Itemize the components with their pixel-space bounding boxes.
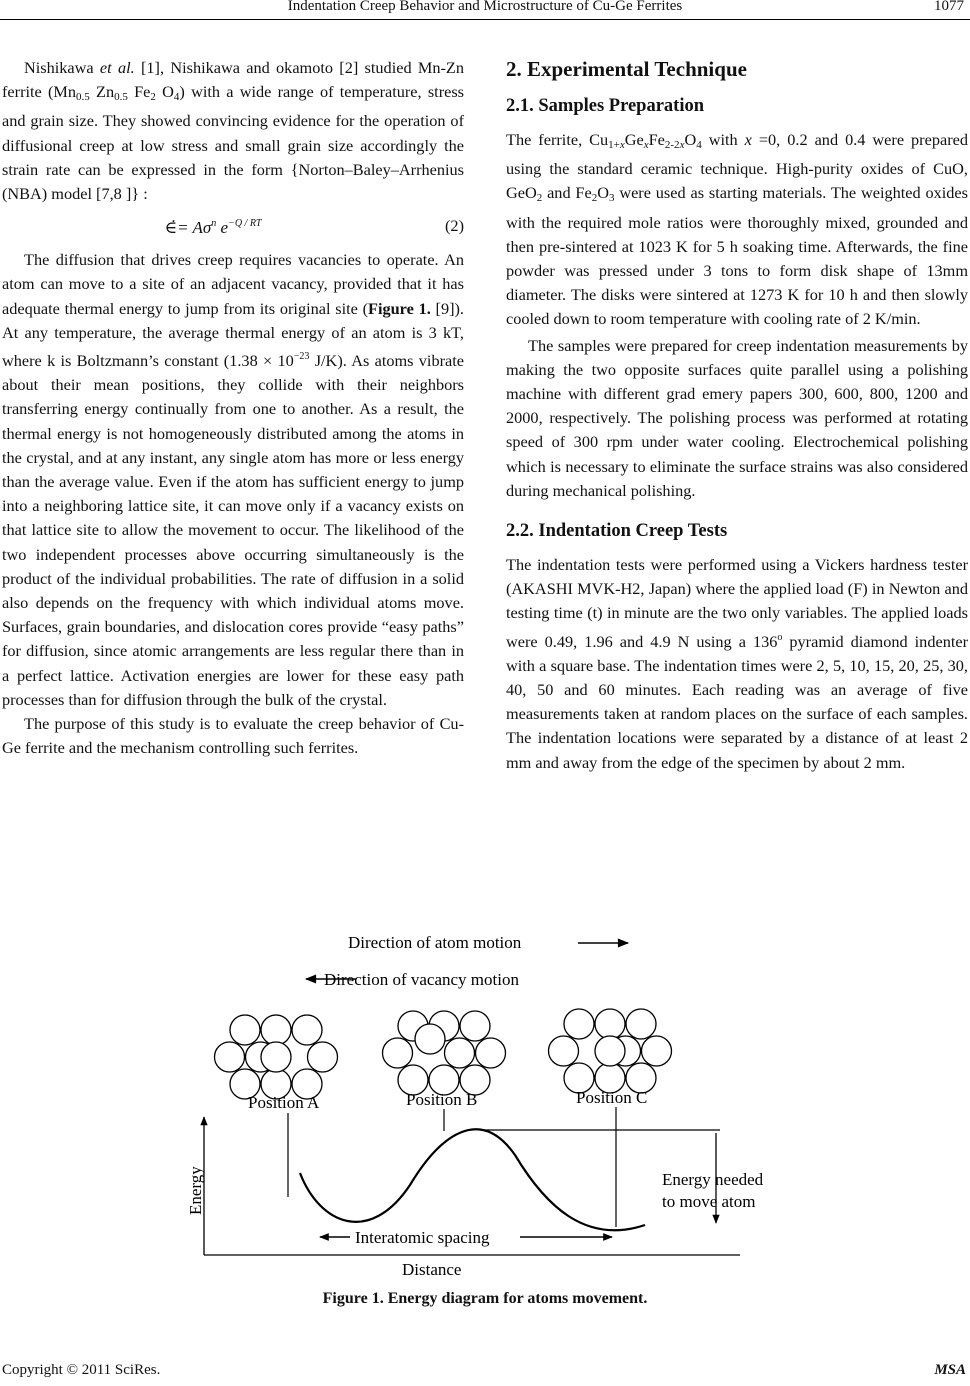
atom-cluster-b [383, 1011, 506, 1095]
energy-axis-label: Energy [186, 1166, 205, 1215]
figure-caption: Figure 1. Energy diagram for atoms movement. [322, 1290, 648, 1307]
copyright-footer: Copyright © 2011 SciRes. [2, 1362, 161, 1378]
atom-circle [595, 1009, 625, 1039]
atom-circle [476, 1038, 506, 1068]
equation-formula: ∈̇= $A\sigma^n$ $e^{-Q / RT}$ [164, 218, 262, 238]
atom-circle [460, 1011, 490, 1041]
atom-cluster-a [215, 1015, 338, 1099]
position-b-label: Position B [406, 1090, 478, 1109]
atom-circle [564, 1009, 594, 1039]
moving-atom-circle [415, 1024, 445, 1054]
position-c-label: Position C [576, 1088, 648, 1107]
paragraph-creep-tests: The indentation tests were performed using a Vickers hardness tester (AKASHI MVK-H2, Japan) where the applied load (F) in Newton and testing time (t) in minute are the two only variables. The applied loads were 0.49, 1.96 and 4.9 N using a 136$^o$ pyramid diamond indenter with a square base. The indentation times were 2, 5, 10, 15, 20, 25, 30, 40, 50 and 60 minutes. Each reading was an average of five measurements taken at random places on the surface of each samples. The indentation locations were separated by a distance of at least 2 mm and away from the edge of the specimen by about 2 mm. [506, 555, 969, 772]
equation-number: (2) [445, 216, 464, 236]
atom-cluster-c [549, 1009, 672, 1093]
paragraph-purpose: The purpose of this study is to evaluate the creep behavior of Cu-Ge ferrite and the mechanism controlling such ferrites. [2, 714, 464, 758]
atom-circle [383, 1038, 413, 1068]
journal-abbrev: MSA [934, 1362, 966, 1378]
running-header-title: Indentation Creep Behavior and Microstructure of Cu-Ge Ferrites [287, 0, 683, 14]
interatomic-spacing-label: Interatomic spacing [355, 1228, 490, 1247]
energy-needed-label-line-1: Energy needed [662, 1170, 764, 1189]
atom-circle [215, 1042, 245, 1072]
atom-circle [549, 1036, 579, 1066]
left-column [2, 56, 464, 760]
atom-circle [445, 1038, 475, 1068]
position-a-label: Position A [248, 1093, 320, 1112]
subsection-heading-samples: 2.1. Samples Preparation [506, 96, 705, 116]
moving-atom-circle [595, 1036, 625, 1066]
equation-2 [2, 208, 464, 244]
paragraph-samples: The ferrite, $Cu_{1+x}Ge_xFe_{2-2x}O_4$ with x =0, 0.2 and 0.4 were prepared using the standard ceramic technique. High-purity oxides of CuO, GeO$_2$ and $Fe_2O_3$ were used as starting materials. The weighted oxides with the required mole ratios were thoroughly mixed, grounded and then pre-sintered at 1023 K for 5 h soaking time. Afterwards, the fine powder was pressed under 3 tons to form disk shape of 13mm diameter. The disks were sintered at 1273 K for 10 h and then slowly cooled down to room temperature with cooling rate of 2 K/min. [506, 130, 968, 329]
energy-curve [300, 1129, 645, 1230]
paragraph-polishing: The samples were prepared for creep indentation measurements by making the two opposite surfaces quite parallel using a polishing machine with different grad emery papers 300, 600, 800, 1200 and 2000, respectively. The polishing process was performed at rotating speed of 300 rpm under water cooling. Electrochemical polishing which is necessary to eliminate the surface strains was also considered during mechanical polishing. [506, 335, 968, 500]
header-rule [0, 19, 970, 20]
energy-needed-label-line-2: to move atom [662, 1192, 756, 1211]
atom-circle [292, 1015, 322, 1045]
paragraph-intro: Nishikawa et al. [1], Nishikawa and okamoto [2] studied Mn-Zn ferrite ($Mn_{0.5}$ $Zn_{0.5}$ $Fe_2$ $O_4$) with a wide range of temperature, stress and grain size. They showed convincing evidence for the operation of diffusional creep at low stress and small grain size accordingly the strain rate can be expressed in the form {Norton–Baley–Arrhenius (NBA) model [7,8 ]} : [2, 58, 465, 204]
paragraph-diffusion: The diffusion that drives creep requires vacancies to operate. An atom can move to a site of an adjacent vacancy, provided that it has adequate thermal energy to jump from its original site (Figure 1. [9]). At any temperature, the average thermal energy of an atom is 3 kT, where k is Boltzmann’s constant ($1.38 \times 10^{-23}$ J/K). As atoms vibrate about their mean positions, they collide with their neighbors transferring energy continually from one to another. As a result, the thermal energy is not homogeneously distributed among the atoms in the crystal, and at any instant, any single atom has more or less energy than the average value. Even if the atom has sufficient energy to jump into a neighboring lattice site, it can move only if a vacancy exists on that lattice site to allow the movement to occur. The likelihood of the two independent processes above occurring simultaneously is the product of the individual probabilities. The rate of diffusion in a solid also depends on the frequency with which individual atoms move. Surfaces, grain boundaries, and dislocation cores provide “easy paths” for diffusion, since atomic arrangements are less regular there than in a perfect lattice. Activation energies are lower for these easy path processes than for diffusion through the bulk of the crystal. [2, 250, 465, 709]
atom-circle [261, 1015, 291, 1045]
atom-circle [626, 1009, 656, 1039]
atom-circle [308, 1042, 338, 1072]
atom-motion-label: Direction of atom motion [348, 933, 522, 952]
page-number: 1077 [934, 0, 964, 14]
atom-circle [230, 1015, 260, 1045]
distance-axis-label: Distance [402, 1260, 462, 1279]
vacancy-motion-label: Direction of vacancy motion [324, 970, 519, 989]
section-heading: 2. Experimental Technique [506, 57, 747, 81]
moving-atom-circle [261, 1042, 291, 1072]
right-column [506, 56, 968, 775]
atom-circle [642, 1036, 672, 1066]
subsection-heading-creep: 2.2. Indentation Creep Tests [506, 521, 728, 542]
energy-diagram-figure [180, 925, 800, 1285]
